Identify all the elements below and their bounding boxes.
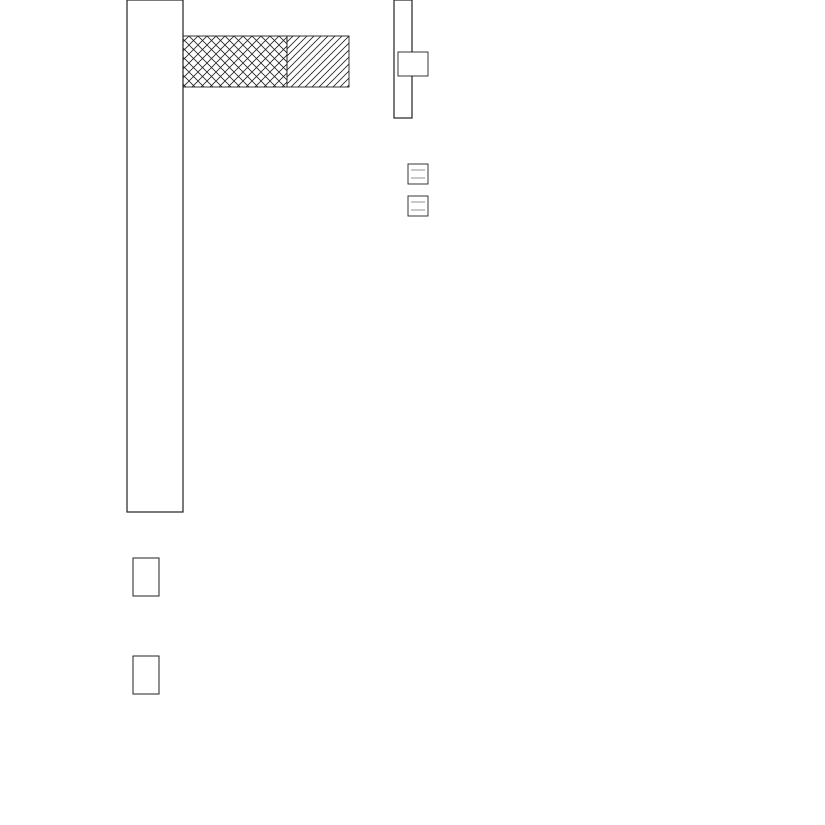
cpu-cable: [408, 164, 428, 216]
cpu-8-connector: [408, 196, 428, 216]
pcie-8pin-block-2: [133, 656, 159, 694]
psu-box: [127, 0, 183, 512]
cpu-4plus4-connector: [408, 164, 428, 184]
pcie-8pin-block-1: [133, 558, 159, 596]
mainboard-cable: [183, 0, 428, 118]
